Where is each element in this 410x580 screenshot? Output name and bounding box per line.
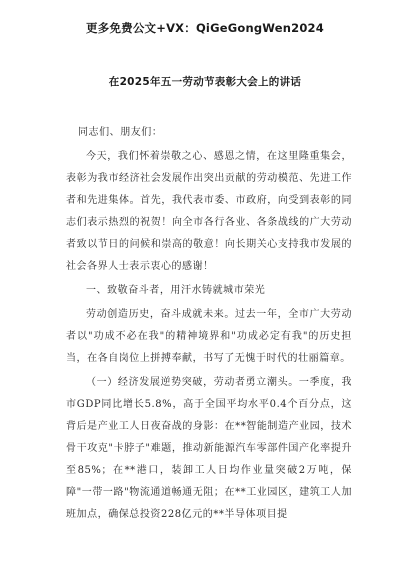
intro-paragraph: 今天，我们怀着崇敬之心、感恩之情，在这里隆重集会，表彰为我市经济社会发展作出突出贡献的劳动模范、先进工作者和先进集体。首先，我代表市委、市政府，向受到表彰的同志们表示热烈的祝贺！向全市各行各业、各条战线的广大劳动者致以节日的问候和崇高的敬意！向长期关心支持我市发展的社会各界人士表示衷心的感谢！ [66,151,352,272]
document-title: 在2025年五一劳动节表彰大会上的讲话 [108,76,302,88]
document-body [66,122,352,528]
section-heading: 一、致敬奋斗者，用汗水铸就城市荣光 [86,285,266,296]
section-paragraph: 劳动创造历史，奋斗成就未来。过去一年，全市广大劳动者以"功成不必在我"的精神境界和"功成必定有我"的历史担当，在各自岗位上拼搏奉献，书写了无愧于时代的壮丽篇章。 [66,309,352,364]
subsection-paragraph: （一）经济发展逆势突破，劳动者勇立潮头。一季度，我市GDP同比增长5.8%，高于全国平均水平0.4个百分点，这背后是产业工人日夜奋战的身影：在**智能制造产业园，技术骨干攻克"卡脖子"难题，推动新能源汽车零部件国产化率提升至85%；在**港口，装卸工人日均作业量突破2万吨，保障"一带一路"物流通道畅通无阻；在**工业园区，建筑工人加班加点，确保总投资228亿元的**半导体项目提 [66,377,352,520]
promo-header: 更多免费公文+VX：QiGeGongWen2024 [86,21,324,35]
salutation: 同志们、朋友们： [78,127,163,138]
